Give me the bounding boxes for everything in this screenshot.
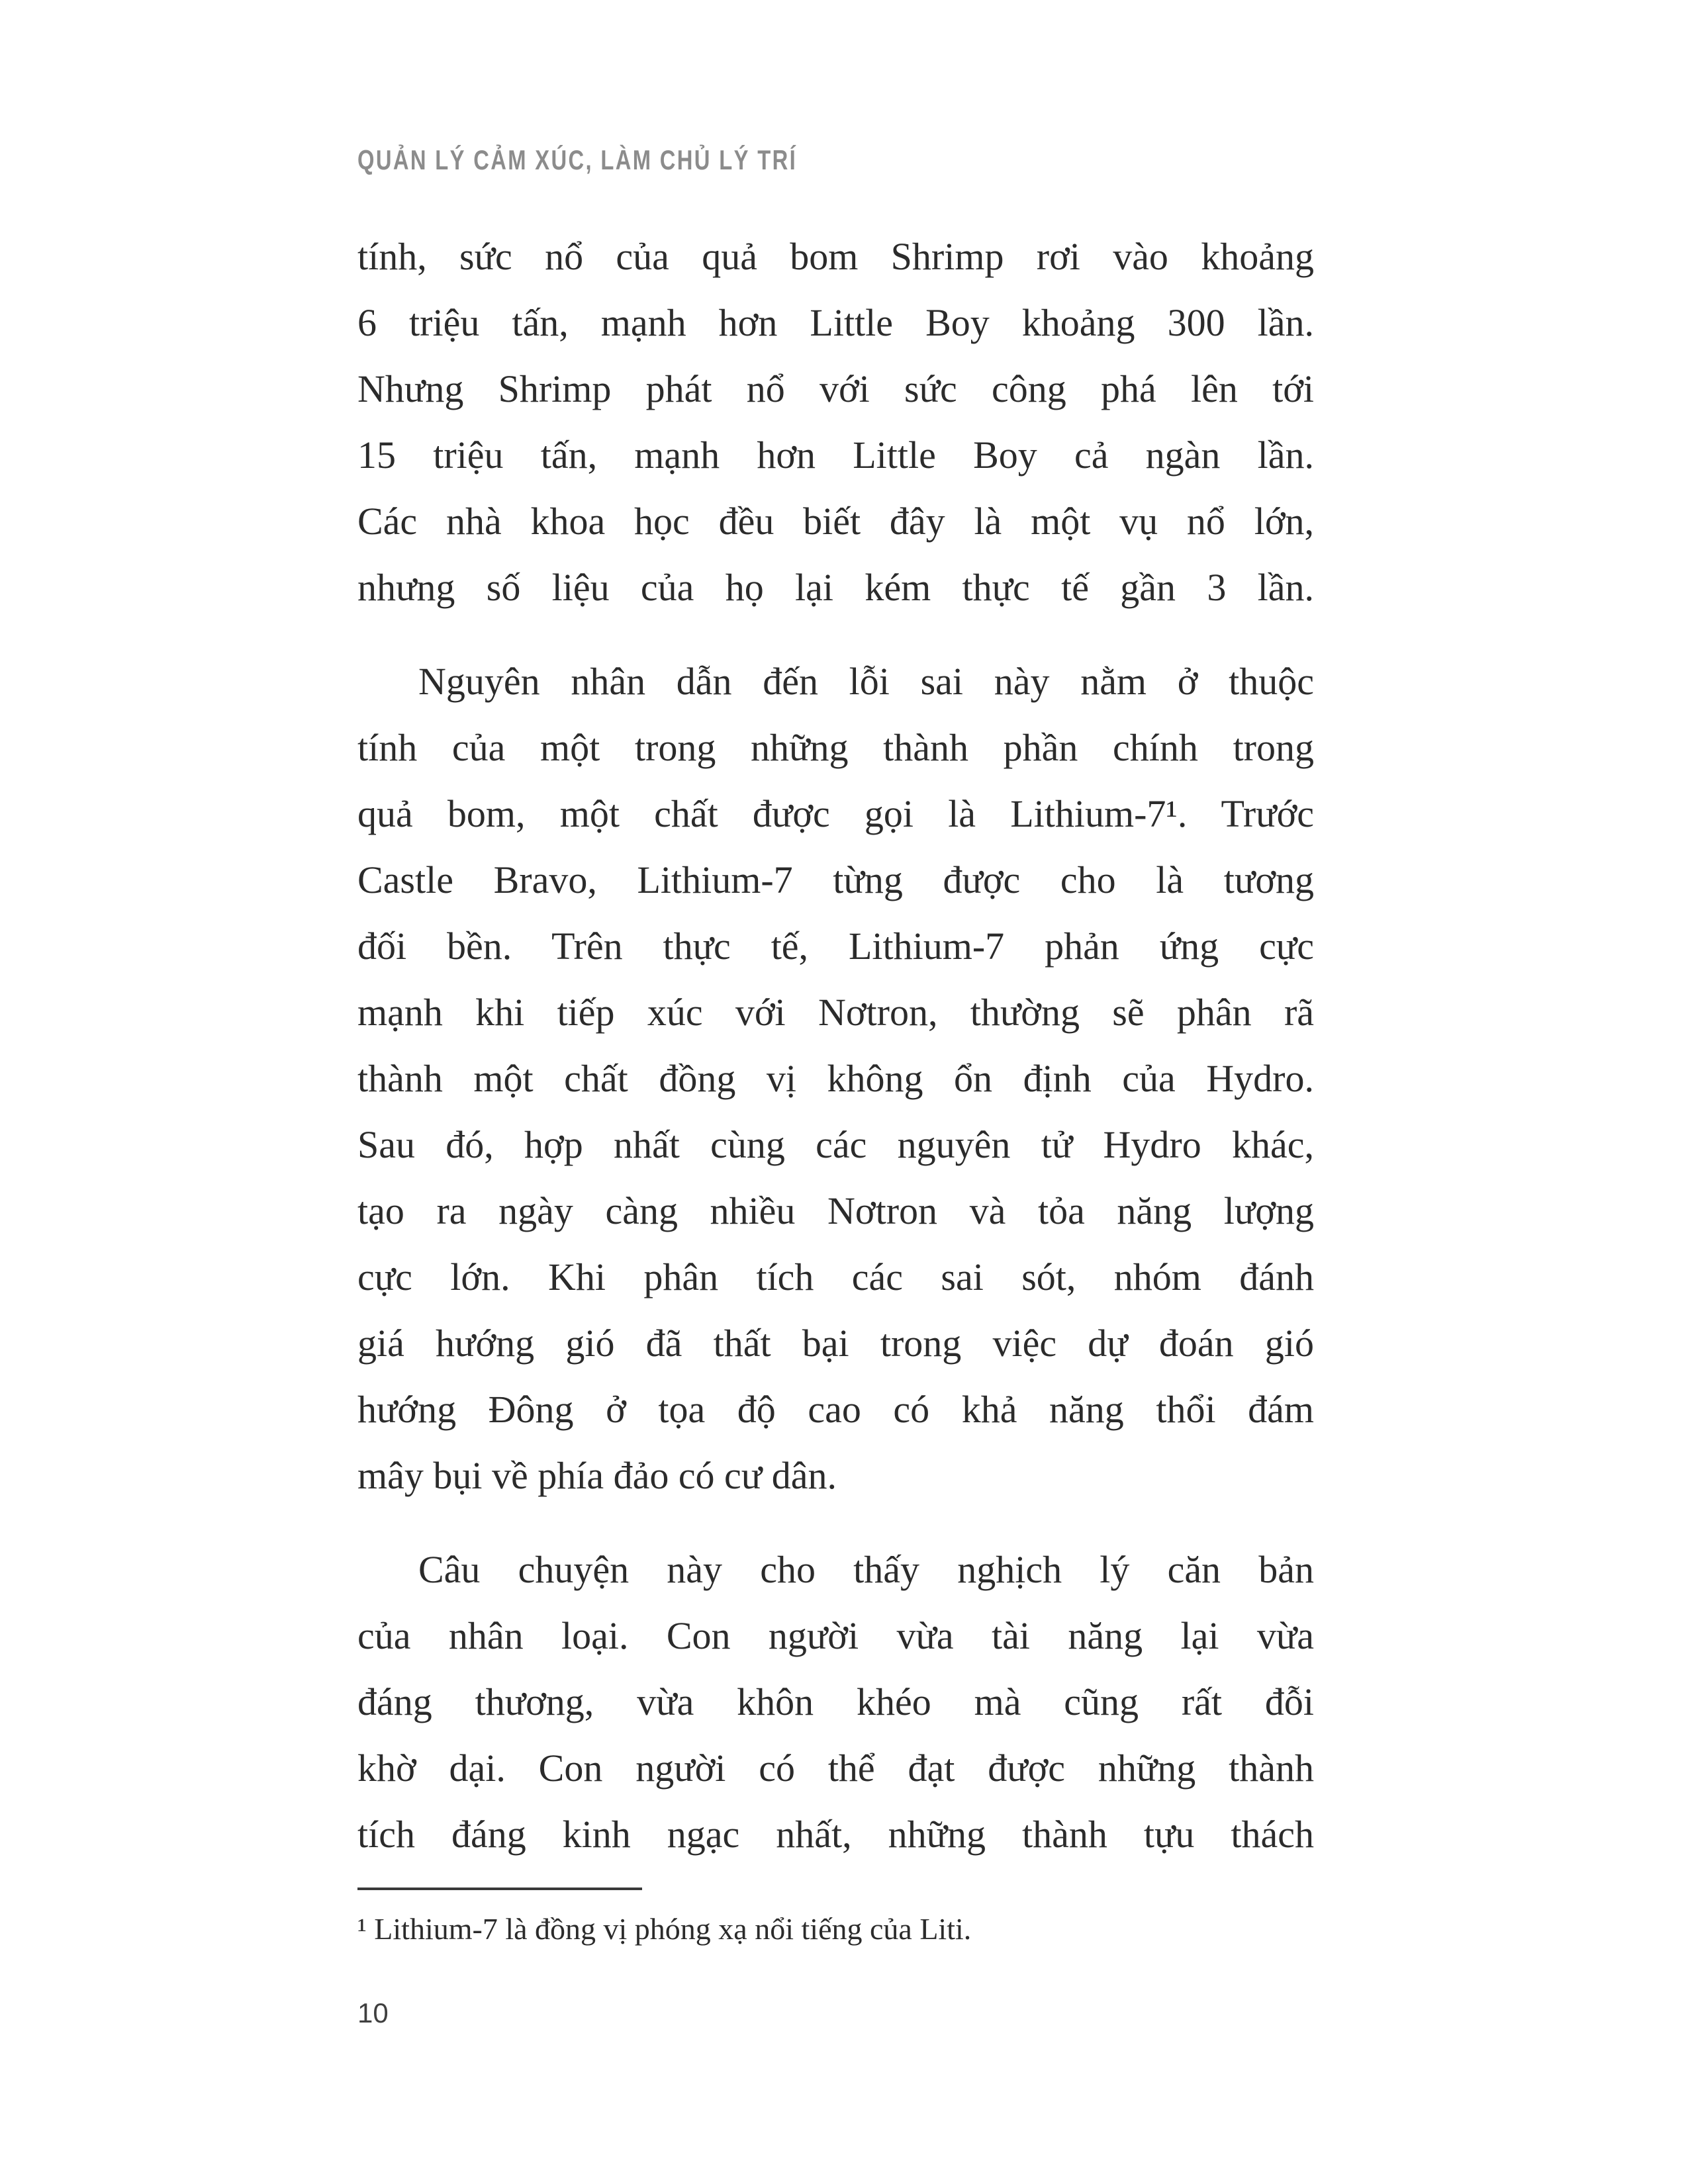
text-line: của nhân loại. Con người vừa tài năng lại vừa: [357, 1614, 1314, 1657]
text-line: tạo ra ngày càng nhiều Nơtron và tỏa năng lượng: [357, 1189, 1314, 1232]
text-line: đối bền. Trên thực tế, Lithium-7 phản ứng cực: [357, 925, 1314, 968]
text-line: 15 triệu tấn, mạnh hơn Little Boy cả ngàn lần.: [357, 433, 1314, 477]
text-line: Nhưng Shrimp phát nổ với sức công phá lên tới: [357, 367, 1314, 410]
text-line: nhưng số liệu của họ lại kém thực tế gần 3 lần.: [357, 566, 1314, 609]
text-line: mạnh khi tiếp xúc với Nơtron, thường sẽ phân rã: [357, 991, 1314, 1034]
text-line: tính, sức nổ của quả bom Shrimp rơi vào khoảng: [357, 235, 1314, 278]
body-text: [357, 224, 1314, 1868]
text-line: Sau đó, hợp nhất cùng các nguyên tử Hydro khác,: [357, 1123, 1314, 1166]
text-line: Nguyên nhân dẫn đến lỗi sai này nằm ở thuộc: [418, 660, 1314, 703]
text-line: giá hướng gió đã thất bại trong việc dự đoán gió: [357, 1322, 1314, 1365]
paragraph: [357, 1537, 1314, 1868]
text-line: quả bom, một chất được gọi là Lithium-7¹. Trước: [357, 792, 1314, 835]
text-line: mây bụi về phía đảo có cư dân.: [357, 1454, 837, 1497]
text-line: cực lớn. Khi phân tích các sai sót, nhóm đánh: [357, 1255, 1314, 1298]
running-header: QUẢN LÝ CẢM XÚC, LÀM CHỦ LÝ TRÍ: [357, 144, 798, 175]
text-line: 6 triệu tấn, mạnh hơn Little Boy khoảng 300 lần.: [357, 301, 1314, 344]
text-line: hướng Đông ở tọa độ cao có khả năng thổi đám: [357, 1388, 1314, 1431]
footnote-text: ¹ Lithium-7 là đồng vị phóng xạ nổi tiếng của Liti.: [357, 1912, 972, 1946]
page-number: 10: [357, 1997, 389, 2028]
text-line: Câu chuyện này cho thấy nghịch lý căn bản: [418, 1548, 1314, 1591]
text-line: Castle Bravo, Lithium-7 từng được cho là tương: [357, 858, 1314, 901]
footnote-divider: [357, 1888, 642, 1890]
paragraph: [357, 649, 1314, 1509]
text-line: đáng thương, vừa khôn khéo mà cũng rất đỗi: [357, 1680, 1314, 1723]
text-line: tính của một trong những thành phần chính trong: [357, 726, 1314, 769]
paragraph: [357, 224, 1314, 621]
text-line: thành một chất đồng vị không ổn định của Hydro.: [357, 1057, 1314, 1100]
text-line: Các nhà khoa học đều biết đây là một vụ nổ lớn,: [357, 500, 1314, 543]
text-line: tích đáng kinh ngạc nhất, những thành tựu thách: [357, 1813, 1314, 1856]
text-line: khờ dại. Con người có thể đạt được những thành: [357, 1747, 1314, 1790]
